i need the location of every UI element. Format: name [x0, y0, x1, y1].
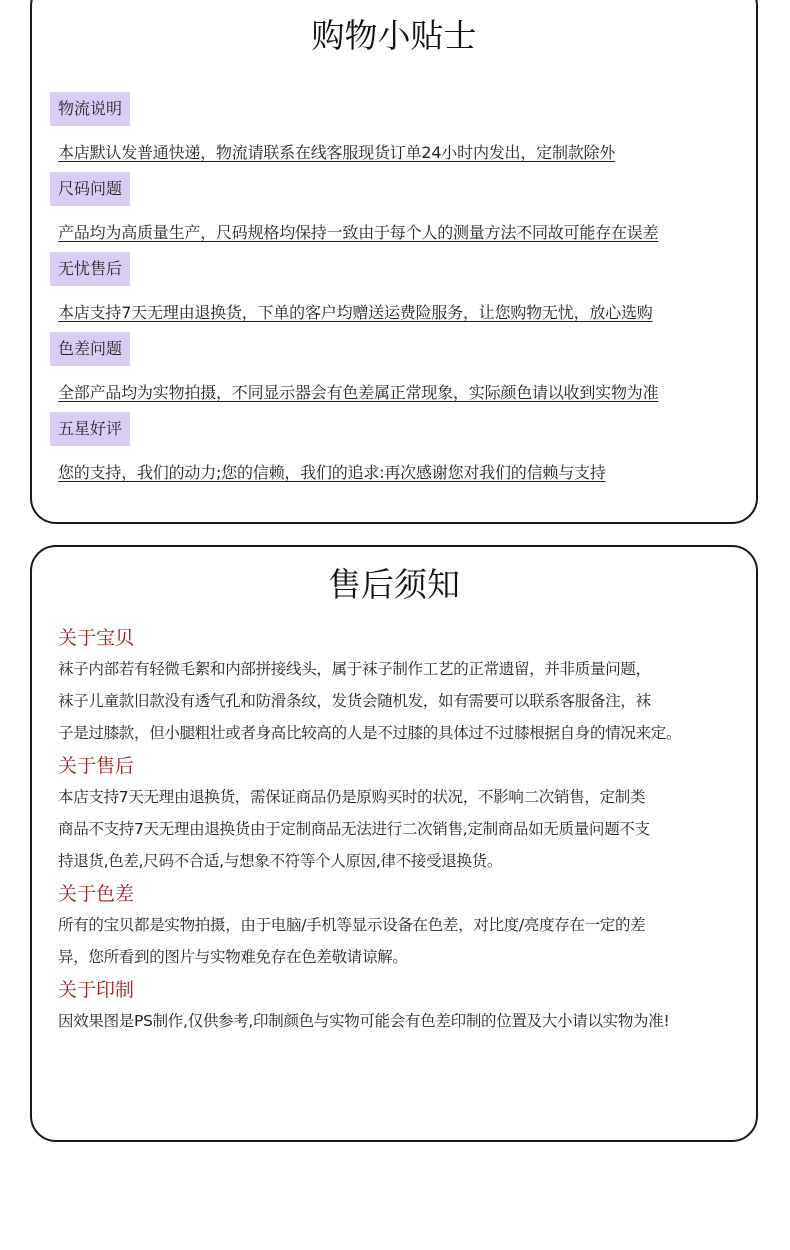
body-line: 因效果图是PS制作,仅供参考,印制颜色与实物可能会有色差印制的位置及大小请以实物为准! [58, 1012, 670, 1030]
aftersale-title: 售后须知 [328, 565, 460, 604]
tip-text-size: 产品均为高质量生产，尺码规格均保持一致由于每个人的测量方法不同故可能存在误差 [58, 223, 659, 242]
aftersale-notes-card [30, 545, 758, 1142]
tip-text-aftersale: 本店支持7天无理由退换货，下单的客户均赠送运费险服务，让您购物无忧，放心选购 [58, 303, 653, 322]
section-heading-printing: 关于印制 [58, 979, 135, 1001]
body-line: 异，您所看到的图片与实物难免存在色差敬请谅解。 [58, 948, 408, 966]
section-heading-aftersale: 关于售后 [58, 755, 135, 777]
body-line: 袜子内部若有轻微毛絮和内部拼接线头，属于袜子制作工艺的正常遗留，并非质量问题， [58, 660, 651, 678]
body-line: 持退货,色差,尺码不合适,与想象不符等个人原因,律不接受退换货。 [58, 852, 503, 870]
body-line: 袜子儿童款旧款没有透气孔和防滑条纹，发货会随机发，如有需要可以联系客服备注，袜 [58, 692, 651, 710]
tag-logistics: 物流说明 [50, 92, 130, 126]
body-line: 子是过膝款，但小腿粗壮或者身高比较高的人是不过膝的具体过不过膝根据自身的情况来定。 [58, 724, 682, 742]
tip-text-logistics: 本店默认发普通快递，物流请联系在线客服现货订单24小时内发出，定制款除外 [58, 143, 616, 162]
tag-color: 色差问题 [50, 332, 130, 366]
section-body-product [58, 653, 748, 749]
tip-text-color: 全部产品均为实物拍摄，不同显示器会有色差属正常现象，实际颜色请以收到实物为准 [58, 383, 659, 402]
body-line: 所有的宝贝都是实物拍摄，由于电脑/手机等显示设备在色差，对比度/亮度存在一定的差 [58, 916, 646, 934]
section-heading-color: 关于色差 [58, 883, 135, 905]
tip-text-review: 您的支持，我们的动力;您的信赖，我们的追求:再次感谢您对我们的信赖与支持 [58, 463, 606, 482]
section-heading-product: 关于宝贝 [58, 627, 135, 649]
tag-aftersale: 无忧售后 [50, 252, 130, 286]
section-body-aftersale [58, 781, 748, 877]
tips-title: 购物小贴士 [311, 16, 477, 55]
tag-review: 五星好评 [50, 412, 130, 446]
body-line: 本店支持7天无理由退换货，需保证商品仍是原购买时的状况，不影响二次销售，定制类 [58, 788, 646, 806]
section-body-color [58, 909, 748, 973]
body-line: 商品不支持7天无理由退换货由于定制商品无法进行二次销售,定制商品如无质量问题不支 [58, 820, 650, 838]
shopping-tips-card [30, 0, 758, 524]
section-body-printing [58, 1005, 748, 1037]
tag-size: 尺码问题 [50, 172, 130, 206]
